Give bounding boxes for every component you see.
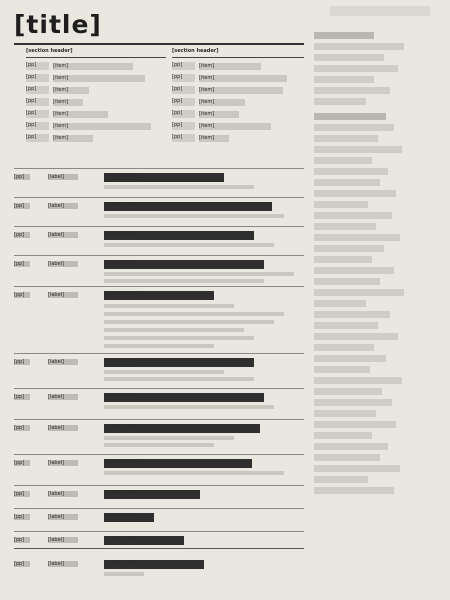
credits-line: [314, 146, 402, 153]
credits-line: [314, 223, 376, 230]
chapter-title: [chapter title]: [104, 459, 252, 468]
chapter-list: [14, 168, 304, 554]
chapter-title: [chapter title]: [104, 490, 200, 499]
chapter-label: [label]: [48, 491, 78, 497]
chapter-title: [chapter title]: [104, 231, 254, 240]
catalog-right-header: [section header]: [172, 48, 304, 58]
chapter-summary: [104, 336, 254, 340]
chapter-row[interactable]: [14, 508, 304, 531]
catalog-left-column: [26, 48, 166, 144]
chapter-page: [pp]: [14, 425, 30, 431]
credits-line: [314, 377, 402, 384]
chapter-summary: [104, 185, 254, 189]
chapter-label: [label]: [48, 425, 78, 431]
catalog-right-item-3-page: [pp]: [172, 86, 195, 94]
credits-column: [314, 24, 438, 580]
catalog-left-item-4-label: [item]: [53, 99, 83, 106]
chapter-row[interactable]: [14, 485, 304, 508]
catalog-right-item-7-label: [item]: [199, 135, 229, 142]
credits-line: [314, 487, 394, 494]
credits-line: [314, 190, 396, 197]
credits-line: [314, 355, 386, 362]
chapter-row[interactable]: [14, 556, 304, 586]
title-rule: [14, 43, 304, 45]
credits-line: [314, 333, 398, 340]
catalog-right-item-6-page: [pp]: [172, 122, 195, 130]
chapter-label: [label]: [48, 292, 78, 298]
credits-line: [314, 410, 376, 417]
chapter-row[interactable]: [14, 197, 304, 226]
catalog-left-item-7-label: [item]: [53, 135, 93, 142]
credits-line: [314, 179, 380, 186]
catalog-right-item-1-page: [pp]: [172, 62, 195, 70]
catalog-left-item-4-page: [pp]: [26, 98, 49, 106]
credits-line: [314, 300, 366, 307]
chapter-summary: [104, 214, 284, 218]
credits-line: [314, 54, 384, 61]
credits-line: [314, 366, 370, 373]
chapter-summary: [104, 279, 264, 283]
chapter-label: [label]: [48, 359, 78, 365]
chapter-label: [label]: [48, 232, 78, 238]
catalog-left-item-5[interactable]: [26, 108, 166, 120]
credits-line: [314, 168, 388, 175]
chapter-page: [pp]: [14, 537, 30, 543]
catalog-right-item-3-label: [item]: [199, 87, 283, 94]
chapter-row[interactable]: [14, 388, 304, 419]
catalog-right-item-2-label: [item]: [199, 75, 287, 82]
credits-line: [314, 267, 394, 274]
catalog-left-item-7[interactable]: [26, 132, 166, 144]
chapter-label: [label]: [48, 261, 78, 267]
chapter-summary: [104, 370, 224, 374]
chapter-page: [pp]: [14, 232, 30, 238]
chapter-title: [chapter title]: [104, 260, 264, 269]
chapter-row[interactable]: [14, 353, 304, 388]
header-decoration: [330, 6, 430, 16]
catalog-left-item-2[interactable]: [26, 72, 166, 84]
credits-line: [314, 344, 374, 351]
chapter-title: [chapter title]: [104, 202, 272, 211]
credits-line: [314, 234, 400, 241]
catalog-right-item-5-label: [item]: [199, 111, 239, 118]
chapter-summary: [104, 320, 274, 324]
chapter-row[interactable]: [14, 255, 304, 286]
catalog-right-column: [172, 48, 304, 144]
chapter-row[interactable]: [14, 168, 304, 197]
credits-line: [314, 278, 380, 285]
chapter-summary: [104, 471, 284, 475]
catalog-left-item-1[interactable]: [26, 60, 166, 72]
chapter-page: [pp]: [14, 292, 30, 298]
chapter-row[interactable]: [14, 531, 304, 554]
chapter-page: [pp]: [14, 203, 30, 209]
catalog-right-item-4[interactable]: [172, 96, 304, 108]
chapter-label: [label]: [48, 561, 78, 567]
catalog-right-item-2[interactable]: [172, 72, 304, 84]
credits-line: [314, 289, 404, 296]
chapter-title: [chapter title]: [104, 358, 254, 367]
chapter-page: [pp]: [14, 514, 30, 520]
chapter-title: [chapter title]: [104, 393, 264, 402]
chapter-summary: [104, 272, 294, 276]
chapter-summary: [104, 405, 274, 409]
chapter-label: [label]: [48, 537, 78, 543]
catalog-left-item-2-page: [pp]: [26, 74, 49, 82]
credits-line: [314, 65, 398, 72]
chapter-summary: [104, 243, 274, 247]
chapter-row[interactable]: [14, 286, 304, 353]
credits-line: [314, 388, 382, 395]
chapter-page: [pp]: [14, 460, 30, 466]
credits-line: [314, 454, 380, 461]
chapter-summary: [104, 328, 244, 332]
catalog-right-item-4-page: [pp]: [172, 98, 195, 106]
catalog-left-item-7-page: [pp]: [26, 134, 49, 142]
catalog-right-item-3[interactable]: [172, 84, 304, 96]
credits-line: [314, 256, 372, 263]
catalog-left-item-3[interactable]: [26, 84, 166, 96]
catalog-left-item-5-label: [item]: [53, 111, 108, 118]
chapter-label: [label]: [48, 174, 78, 180]
catalog-right-item-7[interactable]: [172, 132, 304, 144]
chapter-title: [chapter title]: [104, 173, 224, 182]
chapter-title: [chapter title]: [104, 513, 154, 522]
catalog-right-item-6-label: [item]: [199, 123, 271, 130]
credits-line: [314, 87, 390, 94]
credits-line: [314, 212, 392, 219]
credits-line: [314, 421, 396, 428]
catalog-left-item-3-page: [pp]: [26, 86, 49, 94]
chapter-page: [pp]: [14, 174, 30, 180]
section-rule: [14, 548, 304, 549]
catalog-right-item-1-label: [item]: [199, 63, 261, 70]
catalog-right-item-1[interactable]: [172, 60, 304, 72]
credits-line: [314, 76, 374, 83]
chapter-label: [label]: [48, 203, 78, 209]
credits-line: [314, 135, 378, 142]
catalog-right-item-6[interactable]: [172, 120, 304, 132]
credits-line: [314, 399, 392, 406]
chapter-summary: [104, 436, 234, 440]
credits-line: [314, 443, 388, 450]
catalog-left-item-3-label: [item]: [53, 87, 89, 94]
chapter-label: [label]: [48, 514, 78, 520]
credits-line: [314, 124, 394, 131]
credits-heading: [314, 113, 386, 120]
catalog-left-item-5-page: [pp]: [26, 110, 49, 118]
catalog-left-item-1-page: [pp]: [26, 62, 49, 70]
credits-line: [314, 157, 372, 164]
page-title: [title]: [14, 10, 102, 39]
catalog-left-item-6-page: [pp]: [26, 122, 49, 130]
chapter-title: [chapter title]: [104, 291, 214, 300]
chapter-page: [pp]: [14, 359, 30, 365]
credits-line: [314, 98, 366, 105]
catalog-left-header: [section header]: [26, 48, 166, 58]
credits-line: [314, 43, 404, 50]
catalog-left-item-6-label: [item]: [53, 123, 151, 130]
chapter-page: [pp]: [14, 261, 30, 267]
credits-line: [314, 245, 384, 252]
catalog-left-item-4[interactable]: [26, 96, 166, 108]
chapter-row[interactable]: [14, 419, 304, 454]
credits-line: [314, 465, 400, 472]
catalog-right-item-7-page: [pp]: [172, 134, 195, 142]
chapter-row[interactable]: [14, 454, 304, 485]
chapter-title: [chapter title]: [104, 536, 184, 545]
catalog-right-item-4-label: [item]: [199, 99, 245, 106]
catalog-left-item-1-label: [item]: [53, 63, 133, 70]
chapter-summary: [104, 344, 214, 348]
chapter-page: [pp]: [14, 561, 30, 567]
credits-line: [314, 432, 372, 439]
appendix-list: [14, 556, 304, 586]
chapter-label: [label]: [48, 460, 78, 466]
credits-line: [314, 476, 368, 483]
chapter-summary: [104, 572, 144, 576]
chapter-summary: [104, 443, 214, 447]
credits-line: [314, 322, 378, 329]
catalog-right-item-2-page: [pp]: [172, 74, 195, 82]
chapter-summary: [104, 304, 234, 308]
catalog-left-item-2-label: [item]: [53, 75, 145, 82]
credits-line: [314, 311, 390, 318]
chapter-title: [chapter title]: [104, 560, 204, 569]
chapter-page: [pp]: [14, 394, 30, 400]
chapter-title: [chapter title]: [104, 424, 260, 433]
chapter-summary: [104, 312, 284, 316]
catalog-right-item-5-page: [pp]: [172, 110, 195, 118]
chapter-page: [pp]: [14, 491, 30, 497]
catalog-right-item-5[interactable]: [172, 108, 304, 120]
chapter-label: [label]: [48, 394, 78, 400]
catalog-left-item-6[interactable]: [26, 120, 166, 132]
credits-line: [314, 201, 368, 208]
chapter-summary: [104, 377, 254, 381]
chapter-row[interactable]: [14, 226, 304, 255]
credits-heading: [314, 32, 374, 39]
